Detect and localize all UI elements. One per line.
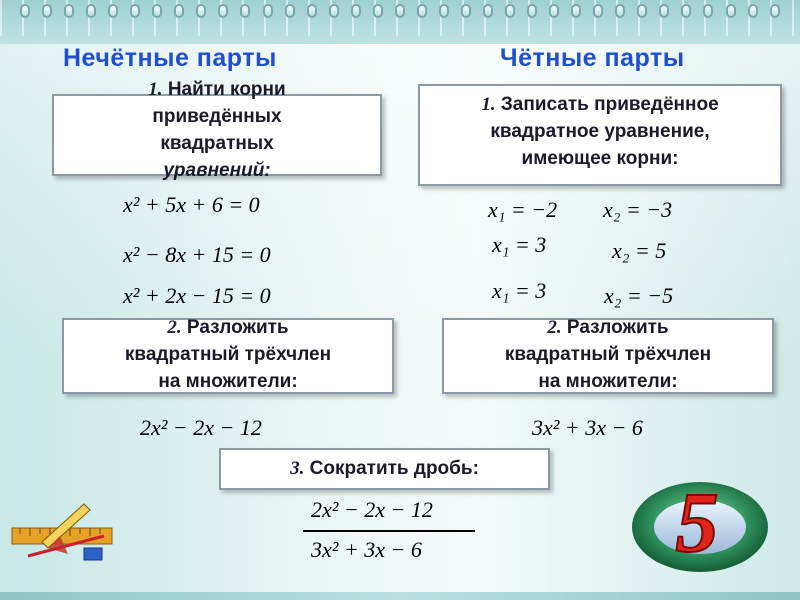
- bottom-band: [0, 592, 800, 600]
- ring-icon: [42, 4, 52, 18]
- ring-icon: [637, 4, 647, 18]
- odd-task1-line3: квадратных: [160, 133, 274, 154]
- odd-equation-2: x² − 8x + 15 = 0: [123, 242, 271, 267]
- odd-task2-line1-text: Разложить: [186, 317, 289, 338]
- odd-task2-expression: 2x² − 2x − 12: [140, 415, 262, 440]
- even-task1-line2: квадратное уравнение,: [490, 121, 710, 142]
- even-root-x1-c: x₁ = 3: [492, 278, 547, 303]
- odd-task2-line2: квадратный трёхчлен: [124, 344, 332, 365]
- even-task2-number: 2.: [547, 317, 562, 338]
- ring-icon: [218, 4, 228, 18]
- grade-five-logo-icon: [625, 465, 775, 583]
- even-task1-line1: [418, 91, 782, 118]
- ring-icon: [108, 4, 118, 18]
- task3-text: [219, 455, 550, 482]
- heading-odd-desks: Нечётные парты: [63, 44, 277, 72]
- ring-icon: [726, 4, 736, 18]
- ring-icon: [461, 4, 471, 18]
- ring-icon: [20, 4, 30, 18]
- even-task2-text: [442, 314, 774, 395]
- ruler-pencil-icon: [8, 498, 118, 566]
- odd-task1-text: [52, 76, 382, 184]
- fraction-numerator: 2x² − 2x − 12: [311, 497, 433, 522]
- odd-task1-line4: уравнений:: [163, 160, 271, 181]
- odd-task1-line1: [52, 76, 382, 103]
- ring-icon: [549, 4, 559, 18]
- ring-icon: [351, 4, 361, 18]
- odd-task2-number: 2.: [167, 317, 182, 338]
- even-task2-line2: квадратный трёхчлен: [504, 344, 712, 365]
- odd-equation-1: x² + 5x + 6 = 0: [123, 192, 260, 217]
- ring-icon: [439, 4, 449, 18]
- fraction-bar: [303, 530, 475, 532]
- ring-icon: [593, 4, 603, 18]
- ring-icon: [681, 4, 691, 18]
- ring-icon: [152, 4, 162, 18]
- even-root-x1-b: x₁ = 3: [492, 232, 547, 257]
- ring-icon: [527, 4, 537, 18]
- ring-icon: [329, 4, 339, 18]
- ring-icon: [373, 4, 383, 18]
- ring-icon: [571, 4, 581, 18]
- even-task2-line3: на множители:: [538, 371, 678, 392]
- ring-icon: [615, 4, 625, 18]
- odd-task1-number: 1.: [148, 79, 163, 100]
- logo-digit: 5: [675, 474, 719, 570]
- task3-label: Сократить дробь:: [309, 458, 479, 479]
- odd-task1-line2: приведённых: [152, 106, 282, 127]
- fraction-denominator: 3x² + 3x − 6: [311, 537, 422, 562]
- ring-icon: [395, 4, 405, 18]
- ring-icon: [770, 4, 780, 18]
- ring-icon: [86, 4, 96, 18]
- ring-icon: [505, 4, 515, 18]
- ring-icon: [285, 4, 295, 18]
- ring-icon: [263, 4, 273, 18]
- odd-task2-text: [62, 314, 394, 395]
- ring-icon: [240, 4, 250, 18]
- even-task2-line1: [442, 314, 774, 341]
- even-task1-number: 1.: [481, 94, 496, 115]
- even-root-x1-a: x₁ = −2: [488, 197, 558, 222]
- even-root-x2-c: x₂ = −5: [604, 283, 674, 308]
- ring-icon: [703, 4, 713, 18]
- ring-icon: [417, 4, 427, 18]
- even-task2-line1-text: Разложить: [566, 317, 669, 338]
- even-root-x2-b: x₂ = 5: [612, 238, 667, 263]
- even-root-x2-a: x₂ = −3: [603, 197, 673, 222]
- odd-task1-line1-text: Найти корни: [167, 79, 286, 100]
- even-task2-expression: 3x² + 3x − 6: [532, 415, 643, 440]
- ring-icon: [748, 4, 758, 18]
- even-task1-line3: имеющее корни:: [521, 148, 679, 169]
- even-task1-text: [418, 91, 782, 172]
- ring-icon: [659, 4, 669, 18]
- ring-icon: [174, 4, 184, 18]
- ring-icon: [196, 4, 206, 18]
- ring-icon: [483, 4, 493, 18]
- even-task1-line1-text: Записать приведённое: [500, 94, 719, 115]
- odd-task2-line1: [62, 314, 394, 341]
- task3-number: 3.: [290, 458, 305, 479]
- ring-icon: [64, 4, 74, 18]
- odd-task2-line3: на множители:: [158, 371, 298, 392]
- heading-even-desks: Чётные парты: [500, 44, 685, 72]
- notebook-rings: [20, 4, 780, 22]
- ring-icon: [307, 4, 317, 18]
- ring-icon: [130, 4, 140, 18]
- odd-equation-3: x² + 2x − 15 = 0: [123, 283, 271, 308]
